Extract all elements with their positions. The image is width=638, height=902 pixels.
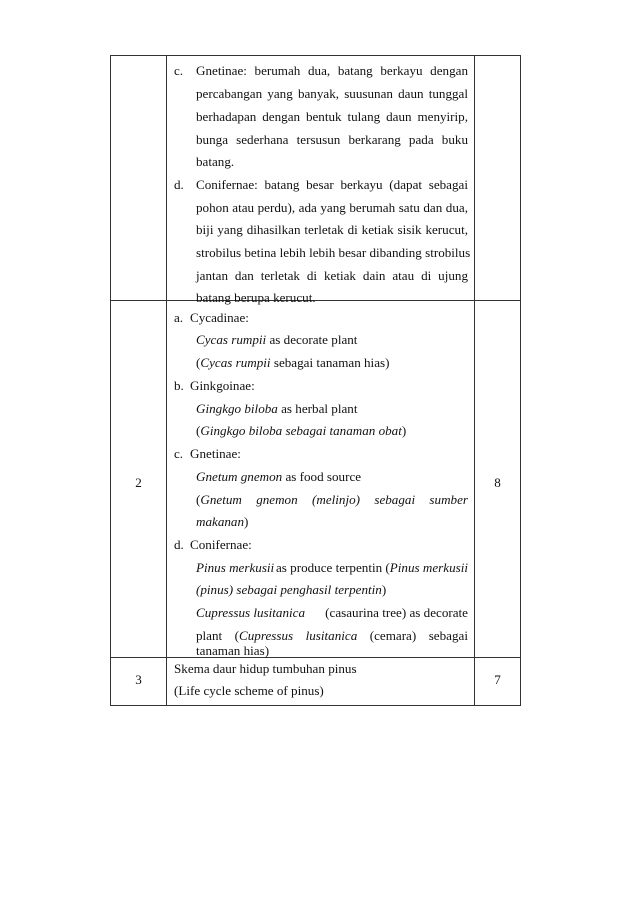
item-line: batang. <box>196 154 235 169</box>
item-line: makanan) <box>196 514 249 529</box>
item-line <box>196 605 468 620</box>
line-text: ) <box>401 423 407 438</box>
line-text: sebagai tanaman hias) <box>270 355 390 370</box>
item-marker: d. <box>174 537 184 552</box>
item-marker: c. <box>174 446 184 461</box>
item-marker: a. <box>174 310 184 325</box>
species-name: Gnetum gnemon <box>196 469 283 484</box>
item-line: Gnetinae: berumah dua, batang berkayu dengan <box>196 63 468 78</box>
item-marker: b. <box>174 378 184 393</box>
item-line: (Life cycle scheme of pinus) <box>174 683 324 698</box>
item-line: (pinus) sebagai penghasil terpentin) <box>196 582 387 597</box>
word: sebagai <box>374 492 416 507</box>
word: makanan <box>196 514 245 529</box>
word: Pinus merkusii <box>196 560 275 575</box>
word: (Gnetum <box>196 492 242 507</box>
word: sumber <box>429 492 468 507</box>
species-name: Gingkgo biloba <box>196 401 278 416</box>
item-heading: Conifernae: <box>190 537 252 552</box>
paren: ( <box>196 423 201 438</box>
line-text: as herbal plant <box>277 401 358 416</box>
item-line: batang berupa kerucut. <box>196 290 316 305</box>
item-line <box>196 560 468 575</box>
species-name: Cycas rumpii <box>200 355 271 370</box>
column-divider <box>166 55 167 706</box>
item-line: biji yang dihasilkan terletak di ketiak sisik kerucut, <box>196 222 468 237</box>
column-divider <box>474 55 475 706</box>
row-number: 2 <box>135 475 142 490</box>
item-heading: Gnetinae: <box>190 446 241 461</box>
item-line: percabangan yang banyak, suusunan daun tunggal <box>196 86 468 101</box>
word: gnemon <box>256 492 298 507</box>
item-line <box>196 355 389 370</box>
word: (Cupressus <box>234 628 294 643</box>
word: plant <box>196 628 223 643</box>
item-line: berhadapan dengan bentuk tulang daun menyirip, <box>196 109 468 124</box>
item-line: Skema daur hidup tumbuhan pinus <box>174 661 357 676</box>
item-marker: c. <box>174 63 184 78</box>
word: lusitanica <box>305 628 358 643</box>
item-heading: Cycadinae: <box>190 310 249 325</box>
word: Cupressus lusitanica <box>196 605 306 620</box>
line-text: as food source <box>282 469 362 484</box>
table-border-bottom <box>110 705 521 706</box>
item-line: Conifernae: batang besar berkayu (dapat sebagai <box>196 177 468 192</box>
table-border-left <box>110 55 111 706</box>
species-name: Cycas rumpii <box>196 332 267 347</box>
word: (melinjo) <box>312 492 360 507</box>
species-name: Gingkgo biloba sebagai tanaman obat <box>200 423 402 438</box>
word: sebagai <box>428 628 468 643</box>
item-line: pohon atau perdu), ada yang berumah satu dan dua, <box>196 200 468 215</box>
item-line: tanaman hias) <box>196 643 270 658</box>
item-line: bunga sederhana tersusun berkarang pada buku <box>196 132 468 147</box>
item-line: strobilus betina lebih lebih besar dibanding strobilus <box>196 245 471 260</box>
word: as produce terpentin (Pinus merkusii <box>276 560 468 575</box>
item-line <box>196 469 361 484</box>
line-text: as decorate plant <box>266 332 358 347</box>
item-line: jantan dan terletak di ketiak dain atau di ujung <box>196 268 468 283</box>
item-line <box>196 492 468 507</box>
row-score: 7 <box>494 672 501 687</box>
item-line <box>196 332 357 347</box>
paren: ( <box>196 355 201 370</box>
word: (cemara) <box>369 628 417 643</box>
item-heading: Ginkgoinae: <box>190 378 255 393</box>
item-line <box>196 401 357 416</box>
item-marker: d. <box>174 177 184 192</box>
table-border-right <box>520 55 521 706</box>
word: (casaurina tree) as decorate <box>325 605 468 620</box>
row-number: 3 <box>135 672 142 687</box>
row-score: 8 <box>494 475 501 490</box>
word: (pinus) sebagai penghasil terpentin <box>196 582 382 597</box>
table-border-top <box>110 55 521 56</box>
item-line <box>196 423 406 438</box>
row-divider <box>110 657 521 658</box>
item-line <box>196 628 468 643</box>
